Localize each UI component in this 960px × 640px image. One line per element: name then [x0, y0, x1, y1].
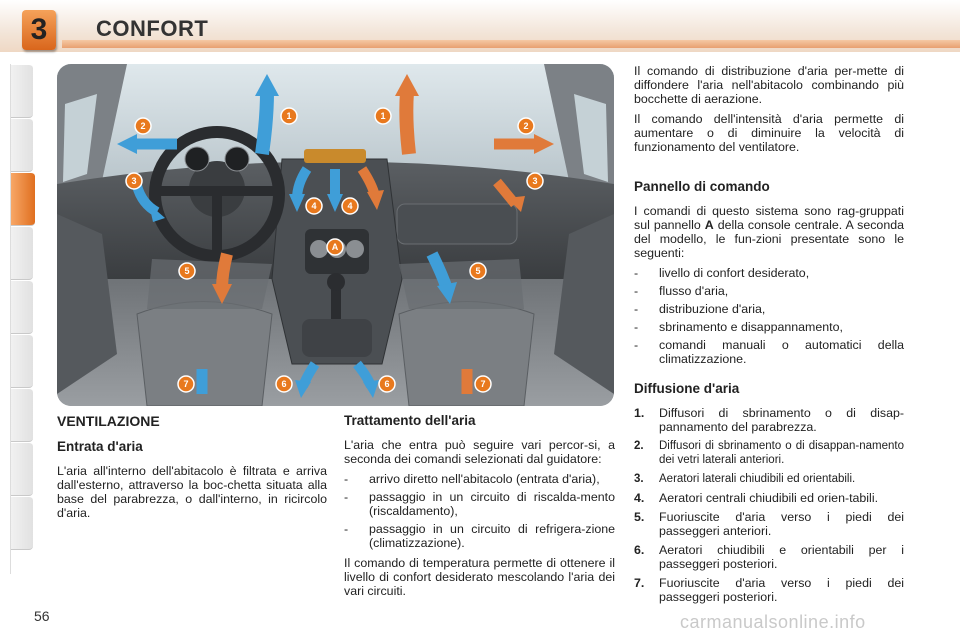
callout-7-left [178, 376, 194, 392]
list-item: 6. Aeratori chiudibili e orientabili per i passeggeri posteriori. [634, 543, 904, 571]
middle-column [344, 414, 615, 604]
air-intake-text: L'aria all'interno dell'abitacolo è filtrata e arriva dall'esterno, attraverso la boc-chetta situata alla base del parabrezza, o dall'interno, in ricircolo d'aria. [57, 464, 327, 520]
chapter-title: CONFORT [96, 16, 209, 41]
air-diffusion-list [634, 406, 904, 604]
air-diffusion-title: Diffusione d'aria [634, 381, 740, 396]
callout-2-right [518, 118, 534, 134]
chapter-tab-1[interactable] [11, 64, 33, 118]
section-title: VENTILAZIONE [57, 413, 160, 429]
control-panel-list [634, 266, 904, 366]
chapter-tab-8[interactable] [11, 442, 33, 496]
callout-a [327, 239, 343, 255]
list-item: 3. Aeratori laterali chiudibili ed orientabili. [634, 473, 856, 485]
callout-1-left [281, 108, 297, 124]
glovebox [397, 204, 517, 244]
callout-2-left [135, 118, 151, 134]
list-item: - flusso d'aria, [634, 284, 904, 298]
svg-text:7: 7 [183, 379, 189, 389]
chapter-tabs [10, 64, 33, 574]
chapter-tab-3-active[interactable] [11, 172, 35, 226]
page-header [0, 0, 960, 52]
svg-text:3: 3 [131, 176, 137, 186]
list-item: - passaggio in un circuito di refrigera-zione (climatizzazione). [344, 522, 615, 550]
armrest [302, 319, 372, 357]
list-item: 7. Fuoriuscite d'aria verso i piedi dei passeggeri posteriori. [634, 576, 904, 604]
svg-text:A: A [331, 242, 339, 252]
air-treatment-title: Trattamento dell'aria [344, 413, 476, 428]
callout-7-right [475, 376, 491, 392]
panel-label-a: A [704, 218, 714, 232]
temperature-text: Il comando di temperatura permette di ottenere il livello di confort desiderato mescolando l'aria dei vari circuiti. [344, 556, 615, 598]
callout-6-left [276, 376, 292, 392]
list-item: - comandi manuali o automatici della climatizzazione. [634, 338, 904, 366]
list-item: - livello di confort desiderato, [634, 266, 904, 280]
list-item: 2. Diffusori di sbrinamento o di disappan-namento dei vetri laterali anteriori. [634, 440, 904, 466]
left-column [57, 414, 327, 526]
list-item: - passaggio in un circuito di riscalda-mento (riscaldamento), [344, 490, 615, 518]
svg-text:4: 4 [347, 201, 353, 211]
control-panel-title: Pannello di comando [634, 179, 770, 194]
chapter-tab-5[interactable] [11, 280, 33, 334]
list-item: - arrivo diretto nell'abitacolo (entrata d'aria), [344, 472, 615, 486]
svg-text:5: 5 [475, 266, 481, 276]
svg-text:6: 6 [384, 379, 390, 389]
air-intake-title: Entrata d'aria [57, 439, 143, 454]
air-treatment-list [344, 472, 615, 550]
svg-text:5: 5 [184, 266, 190, 276]
list-item: 5. Fuoriuscite d'aria verso i piedi dei passeggeri anteriori. [634, 510, 904, 538]
chapter-tab-9[interactable] [11, 496, 33, 550]
dashboard-drawing [57, 64, 614, 406]
distribution-text: Il comando di distribuzione d'aria per-mette di diffondere l'aria nell'abitacolo combinando più bocchette di aerazione. [634, 64, 904, 106]
right-column [634, 64, 904, 609]
callout-5-left [179, 263, 195, 279]
callout-4-left [306, 198, 322, 214]
ventilation-illustration [57, 64, 614, 406]
svg-text:6: 6 [281, 379, 287, 389]
svg-text:2: 2 [140, 121, 146, 131]
chapter-tab-6[interactable] [11, 334, 33, 388]
svg-text:3: 3 [532, 176, 538, 186]
callout-3-left [126, 173, 142, 189]
list-item: 4. Aeratori centrali chiudibili ed orien-tabili. [634, 491, 879, 505]
callout-1-right [375, 108, 391, 124]
callout-5-right [470, 263, 486, 279]
svg-text:7: 7 [480, 379, 486, 389]
air-treatment-intro: L'aria che entra può seguire vari percor-si, a seconda dei comandi selezionati dal guidatore: [344, 438, 615, 466]
intensity-text: Il comando dell'intensità d'aria permette di aumentare o di diminuire la velocità di funzionamento del ventilatore. [634, 112, 904, 154]
control-panel-intro: I comandi di questo sistema sono rag-gruppati sul pannello A della console centrale. A seconda del modello, le fun-zioni presentate sono le seguenti: [634, 204, 904, 260]
callout-6-right [379, 376, 395, 392]
svg-text:2: 2 [523, 121, 529, 131]
list-item: - distribuzione d'aria, [634, 302, 904, 316]
chapter-tab-7[interactable] [11, 388, 33, 442]
callout-3-right [527, 173, 543, 189]
chapter-tab-4[interactable] [11, 226, 33, 280]
display-screen [304, 149, 366, 163]
watermark: carmanualsonline.info [680, 612, 866, 632]
list-item: - sbrinamento e disappannamento, [634, 320, 904, 334]
page-number: 56 [34, 608, 50, 624]
chapter-tab-2[interactable] [11, 118, 33, 172]
list-item: 1. Diffusori di sbrinamento o di disap-pannamento del parabrezza. [634, 406, 904, 434]
svg-text:1: 1 [286, 111, 292, 121]
svg-text:4: 4 [311, 201, 317, 211]
svg-text:1: 1 [380, 111, 386, 121]
chapter-number-badge: 3 [22, 10, 56, 50]
callout-4-right [342, 198, 358, 214]
